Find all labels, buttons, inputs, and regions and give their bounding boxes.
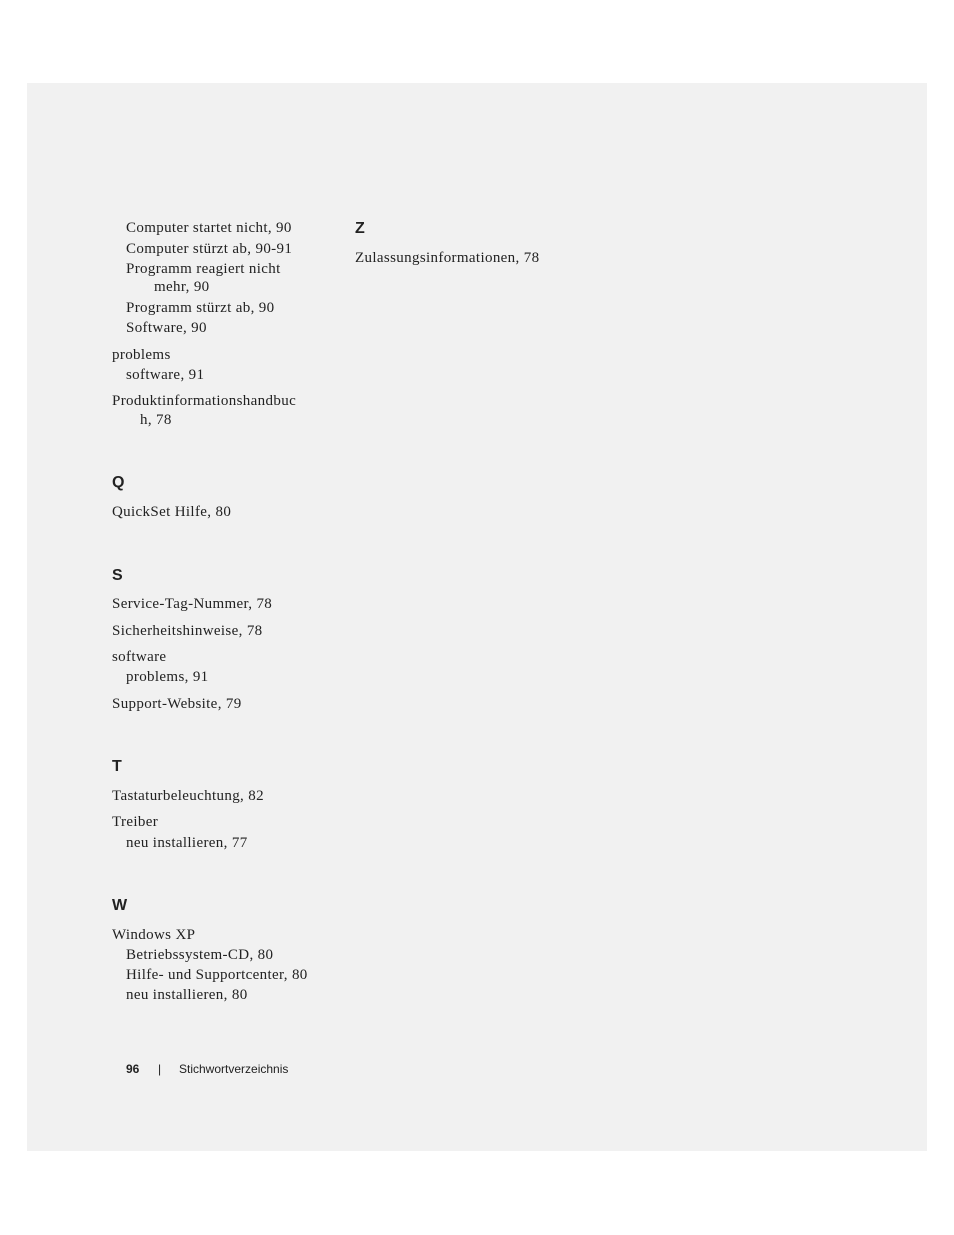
index-subentry: Betriebssystem-CD, 80 (126, 947, 274, 963)
index-entry: Service-Tag-Nummer, 78 (112, 596, 273, 612)
index-entry: software (112, 649, 167, 665)
index-subentry: problems, 91 (126, 669, 209, 685)
section-letter-z: Z (355, 220, 365, 237)
footer-title: Stichwortverzeichnis (179, 1062, 289, 1076)
section-letter-s: S (112, 567, 123, 584)
index-entry: Support-Website, 79 (112, 696, 242, 712)
index-subentry: software, 91 (126, 367, 205, 383)
section-letter-t: T (112, 758, 122, 775)
index-subentry: Programm reagiert nicht (126, 261, 281, 277)
index-subentry: neu installieren, 80 (126, 987, 248, 1003)
index-entry: Produktinformationshandbuc (112, 393, 297, 409)
index-entry: problems (112, 347, 171, 363)
index-entry-continuation: h, 78 (140, 412, 172, 428)
index-subentry: Hilfe- und Supportcenter, 80 (126, 967, 308, 983)
index-entry: Windows XP (112, 927, 196, 943)
index-subentry: neu installieren, 77 (126, 835, 248, 851)
footer-separator: | (158, 1062, 162, 1076)
index-subentry: Software, 90 (126, 320, 207, 336)
section-letter-q: Q (112, 474, 125, 491)
index-entry: Treiber (112, 814, 159, 830)
page-number: 96 (126, 1062, 140, 1076)
index-subentry: Programm stürzt ab, 90 (126, 300, 275, 316)
index-entry: QuickSet Hilfe, 80 (112, 504, 232, 520)
index-subentry: Computer startet nicht, 90 (126, 220, 292, 236)
index-entry: Tastaturbeleuchtung, 82 (112, 788, 264, 804)
section-letter-w: W (112, 897, 128, 914)
index-entry: Zulassungsinformationen, 78 (355, 250, 540, 266)
index-subentry: Computer stürzt ab, 90-91 (126, 241, 293, 257)
index-entry: Sicherheitshinweise, 78 (112, 623, 263, 639)
index-subentry-continuation: mehr, 90 (154, 279, 210, 295)
